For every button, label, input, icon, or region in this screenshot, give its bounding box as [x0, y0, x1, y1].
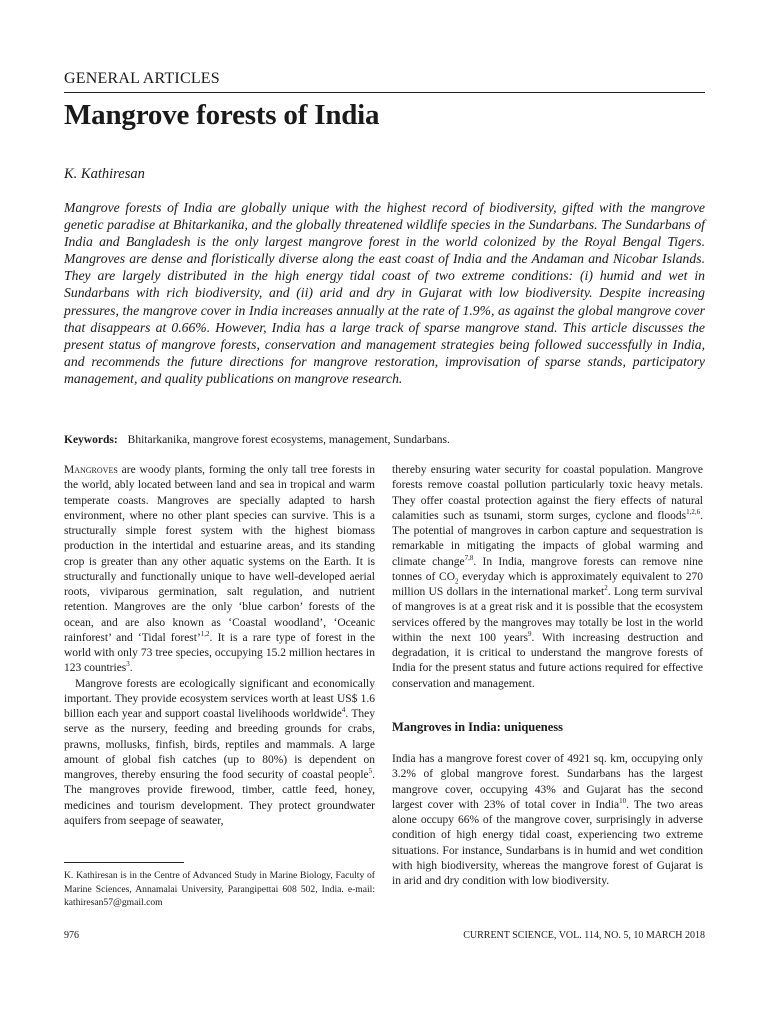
citation-ref: 4	[341, 706, 346, 715]
body-column-right	[392, 463, 703, 889]
author-footnote: K. Kathiresan is in the Centre of Advanced Study in Marine Biology, Faculty of Marine Sciences, Annamalai University, Parangipettai 608 502, India. e-mail: kathiresan57@gmail.com	[64, 870, 375, 908]
citation-ref: 1,2,6	[686, 507, 701, 516]
citation-ref: 2	[604, 584, 608, 593]
journal-citation: CURRENT SCIENCE, VOL. 114, NO. 5, 10 MARCH 2018	[463, 930, 705, 941]
section-label: GENERAL ARTICLES	[64, 70, 220, 87]
citation-ref: 5	[368, 767, 373, 776]
footnote-rule	[64, 862, 184, 863]
citation-ref: 10	[619, 796, 627, 805]
article-title: Mangrove forests of India	[64, 99, 380, 131]
section-heading: Mangroves in India: uniqueness	[392, 719, 563, 734]
page-number: 976	[64, 930, 79, 941]
body-paragraph-2-continued: thereby ensuring water security for coastal population. Mangrove forests remove coastal pollution particularly toxic heavy metals. They offer coastal protection against the fiery effects of natural calamities such as tsunami, storm surges, cyclone and floods$^{1,2,6}$. The potential of mangroves in carbon capture and sequestration is remarkable in mitigating the impacts of global warming and climate change$^{7,8}$. In India, mangrove forests can remove nine tonnes of $CO_2$ everyday which is approximately equivalent to 270 million US dollars in the international market$^2$. Long term survival of mangroves is at a great risk and it is possible that the ecosystem services offered by the mangroves may totally be lost in the world within the next 100 years$^9$. With increasing destruction and degradation, it is critical to understand the mangrove forests of India for the present status and future actions required for effective conservation and management.	[392, 464, 703, 690]
keywords-line	[64, 434, 450, 446]
citation-ref: 7,8	[464, 553, 474, 562]
body-column-left	[64, 463, 375, 829]
header-rule	[64, 92, 705, 93]
author-name: K. Kathiresan	[64, 166, 145, 182]
body-paragraph-2: Mangrove forests are ecologically significant and economically important. They provide ecosystem services worth at least US$ 1.6 billion each year and support coastal livelihoods worldwide$^4$. They serve as the nursery, feeding and breeding grounds for crabs, prawns, mollusks, finfish, birds, reptiles and mammals. A large amount of global fish catches (up to 80%) is dependent on mangroves, thereby ensuring the food security of coastal people$^5$. The mangroves provide firewood, timber, cattle feed, honey, medicines and tourism development. They protect groundwater aquifers from seepage of seawater,	[64, 677, 375, 827]
paragraph-lead-word: Mangroves	[64, 464, 118, 476]
citation-ref: 3	[126, 660, 130, 669]
body-paragraph-3: India has a mangrove forest cover of 4921 sq. km, occupying only 3.2% of global mangrove forest. Sundarbans has the largest mangrove cover, occupying 43% and Gujarat has the second largest cover with 23% of total cover in India$^{10}$. The two areas alone occupy 66% of the mangrove cover, surprisingly in adverse condition of high energy tidal coast, experiencing two extreme situations. For instance, Sundarbans is in humid and wet condition with high biodiversity, whereas the mangrove forest of Gujarat is in arid and dry condition with low biodiversity.	[392, 753, 704, 887]
body-paragraph-1: Mangroves are woody plants, forming the only tall tree forests in the world, ably located between land and sea in tropical and warm temperate coasts. Mangroves are specially adapted to harsh environment, where no other plant species can survive. This is a structurally simple forest system with the highest biomass production in the intertidal and estuarine areas, and its standing crop is greater than any other aquatic systems on the Earth. It is structurally and functionally unique to have well-developed aerial roots, viviparous germination, salt regulation, and nutrient retention. Mangroves are the only ‘blue carbon’ forests of the ocean, and are also known as ‘Coastal woodland’, ‘Oceanic rainforest’ and ‘Tidal forest’$^{1,2}$. It is a rare type of forest in the world with only 73 tree species, occupying 15.2 million hectares in 123 countries$^3$.	[64, 464, 375, 675]
citation-ref: 9	[528, 629, 532, 638]
keywords-text: Bhitarkanika, mangrove forest ecosystems, management, Sundarbans.	[127, 434, 450, 446]
subscript: 2	[455, 577, 459, 586]
keywords-label: Keywords:	[64, 434, 118, 446]
citation-ref: 1,2	[200, 629, 210, 638]
abstract: Mangrove forests of India are globally unique with the highest record of biodiversity, gifted with the mangrove genetic paradise at Bhitarkanika, and the globally threatened wildlife species in the Sundarbans. The Sundarbans of India and Bangladesh is the only largest mangrove forest in the world colonized by the Royal Bengal Tigers. Mangroves are dense and floristically diverse along the east coast of India and the Andaman and Nicobar Islands. They are largely distributed in the high energy tidal coast of two extreme conditions: (i) humid and wet in Sundarbans with rich biodiversity, and (ii) arid and dry in Gujarat with low biodiversity. Despite increasing pressures, the mangrove cover in India increases annually at the rate of 1.9%, as against the global mangrove cover that disappears at 0.66%. However, India has a large track of sparse mangrove stand. This article discusses the present status of mangrove forests, conservation and management strategies being followed successfully in India, and recommends the future directions for mangrove restoration, improvisation of sparse stands, participatory management, and quality publications on mangrove research.	[64, 200, 705, 386]
